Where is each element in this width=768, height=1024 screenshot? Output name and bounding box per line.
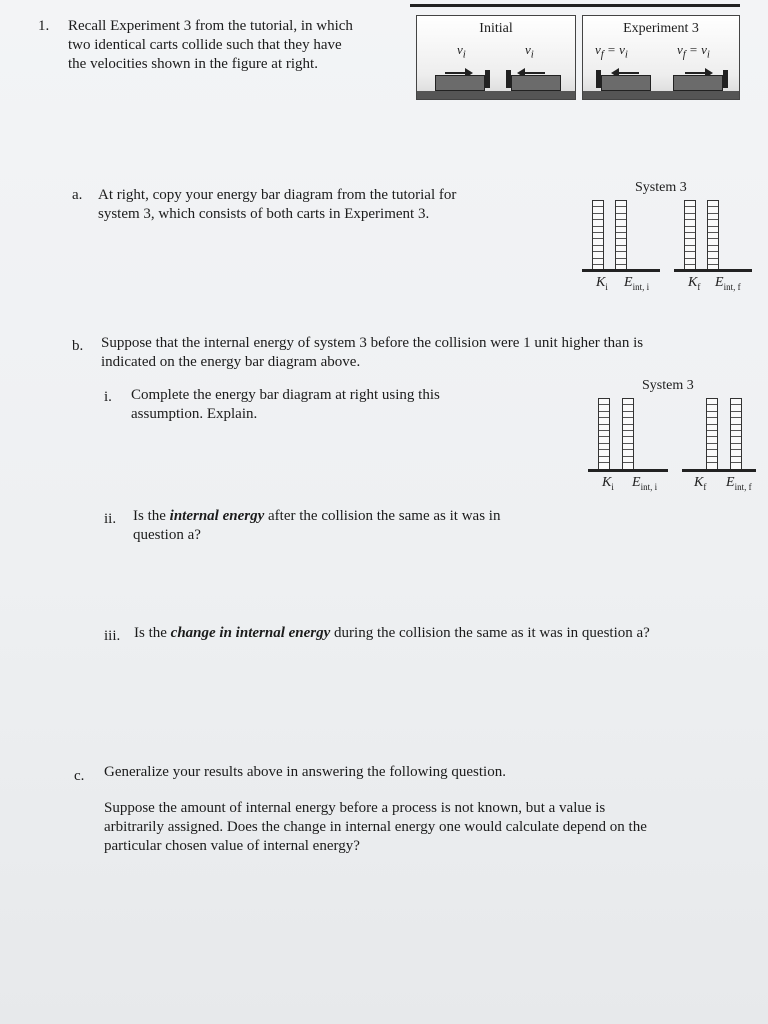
part-text-line: assumption. Explain. — [131, 406, 258, 422]
energy-bar-diagram — [578, 374, 758, 504]
track — [583, 91, 739, 99]
velocity-label: $v_f = v_i$ — [677, 42, 710, 61]
bar-cell — [685, 259, 695, 265]
question-number: 1. — [38, 18, 50, 34]
part-text-line: particular chosen value of internal energy? — [104, 838, 360, 854]
axis-label: $E_{int, f}$ — [715, 275, 741, 292]
axis-label: $E_{int, f}$ — [726, 475, 752, 492]
bar-cell — [599, 457, 609, 463]
part-letter: c. — [74, 768, 85, 784]
part-text-line: Suppose that the internal energy of system 3 before the collision were 1 unit higher than is — [101, 335, 644, 351]
axis-label: $K_i$ — [602, 475, 614, 492]
bar-column-eint-f — [730, 398, 742, 470]
right-arrow-icon — [445, 72, 471, 74]
part-text-line: question a? — [133, 527, 201, 543]
right-arrow-icon — [685, 72, 711, 74]
part-text-line: indicated on the energy bar diagram above. — [101, 354, 361, 370]
bar-cell — [708, 259, 718, 265]
question-text-line: the velocities shown in the figure at right. — [68, 56, 318, 72]
part-text-line: Generalize your results above in answering the following question. — [104, 764, 506, 780]
axis-label: $E_{int, i}$ — [624, 275, 650, 292]
bar-cell — [731, 457, 741, 463]
part-text-line: Is the change in internal energy during the collision the same as it was in question a? — [134, 625, 650, 641]
velocity-label: $v_i$ — [525, 42, 534, 61]
axis-label: $E_{int, i}$ — [632, 475, 658, 492]
velocity-label: $v_f = v_i$ — [595, 42, 628, 61]
left-arrow-icon — [613, 72, 639, 74]
sub-part-numeral: iii. — [104, 628, 121, 644]
experiment-panel — [582, 15, 740, 100]
energy-bar-diagram — [578, 176, 758, 306]
cart-icon — [435, 75, 485, 91]
initial-title: Initial — [479, 21, 513, 36]
baseline — [674, 269, 752, 272]
baseline — [682, 469, 756, 472]
part-text-line: Complete the energy bar diagram at right using this — [131, 387, 440, 403]
bar-cell — [616, 259, 626, 265]
system-title: System 3 — [635, 180, 687, 195]
sub-part-numeral: ii. — [104, 511, 117, 527]
part-text-line: Is the internal energy after the collision the same as it was in — [133, 508, 501, 524]
cart-icon — [511, 75, 561, 91]
part-letter: b. — [72, 338, 84, 354]
track — [417, 91, 575, 99]
cart-icon — [601, 75, 651, 91]
bar-cell — [623, 457, 633, 463]
baseline — [582, 269, 660, 272]
bar-column-eint-i — [622, 398, 634, 470]
part-text-line: Suppose the amount of internal energy before a process is not known, but a value is — [104, 800, 606, 816]
question-text-line: two identical carts collide such that they have — [68, 37, 342, 53]
part-text-line: arbitrarily assigned. Does the change in internal energy one would calculate depend on the — [104, 819, 647, 835]
bar-cell — [707, 457, 717, 463]
bar-column-ki — [598, 398, 610, 470]
part-text-line: At right, copy your energy bar diagram from the tutorial for — [98, 187, 457, 203]
bar-column-kf — [706, 398, 718, 470]
baseline — [588, 469, 668, 472]
sub-part-numeral: i. — [104, 389, 112, 405]
bar-column-ki — [592, 200, 604, 270]
left-arrow-icon — [519, 72, 545, 74]
bar-column-eint-i — [615, 200, 627, 270]
system-title: System 3 — [642, 378, 694, 393]
velocity-label: $v_i$ — [457, 42, 466, 61]
initial-panel — [416, 15, 576, 100]
bar-column-kf — [684, 200, 696, 270]
cart-icon — [673, 75, 723, 91]
bar-column-eint-f — [707, 200, 719, 270]
top-rule — [410, 4, 740, 7]
experiment-title: Experiment 3 — [623, 21, 699, 36]
axis-label: $K_f$ — [694, 475, 707, 492]
axis-label: $K_i$ — [596, 275, 608, 292]
part-text-line: system 3, which consists of both carts in Experiment 3. — [98, 206, 430, 222]
question-text-line: Recall Experiment 3 from the tutorial, in which — [68, 18, 353, 34]
part-letter: a. — [72, 187, 83, 203]
bar-cell — [593, 259, 603, 265]
axis-label: $K_f$ — [688, 275, 701, 292]
